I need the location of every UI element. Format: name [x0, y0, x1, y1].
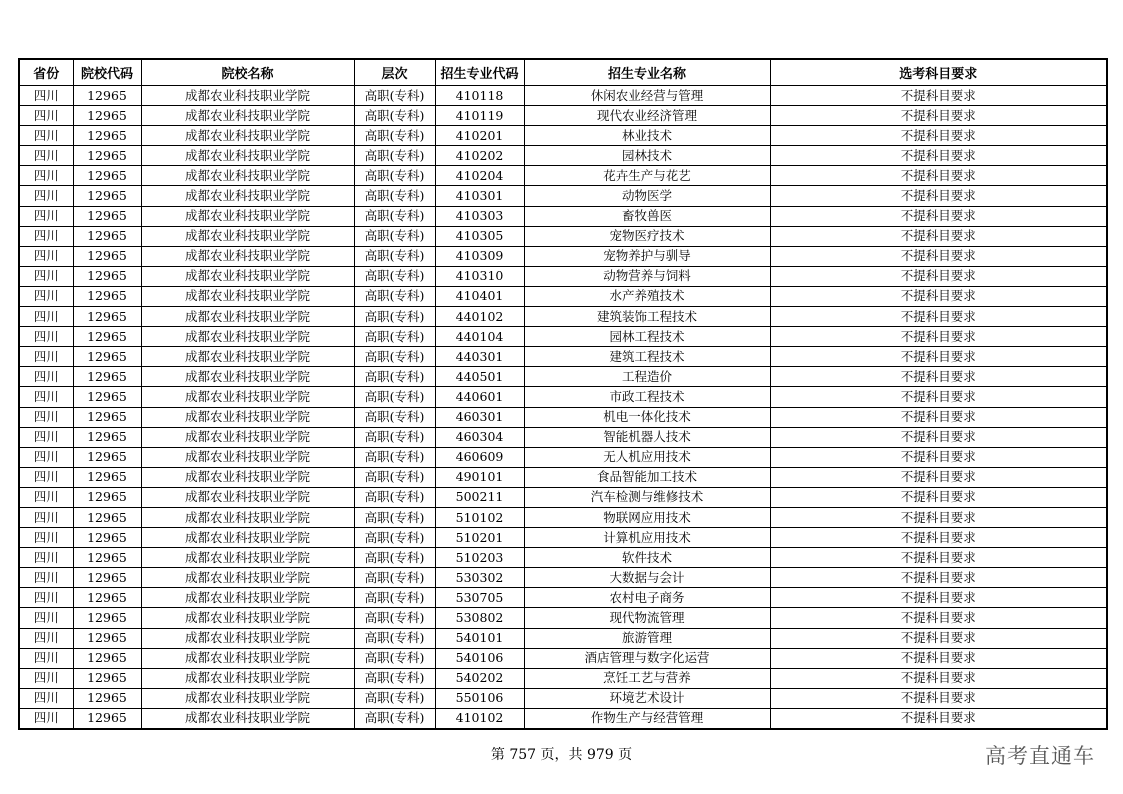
- table-cell: 不提科目要求: [770, 648, 1107, 668]
- table-cell: 12965: [73, 487, 141, 507]
- table-cell: 高职(专科): [354, 568, 435, 588]
- table-cell: 460304: [435, 427, 524, 447]
- admissions-table: [18, 58, 1108, 730]
- table-cell: 成都农业科技职业学院: [141, 708, 354, 729]
- table-cell: 机电一体化技术: [524, 407, 770, 427]
- table-cell: 高职(专科): [354, 327, 435, 347]
- table-cell: 四川: [19, 427, 73, 447]
- table-cell: 12965: [73, 226, 141, 246]
- table-cell: 510203: [435, 548, 524, 568]
- table-cell: 12965: [73, 608, 141, 628]
- table-cell: 园林工程技术: [524, 327, 770, 347]
- table-cell: 410202: [435, 146, 524, 166]
- table-cell: 园林技术: [524, 146, 770, 166]
- table-cell: 12965: [73, 86, 141, 106]
- table-cell: 成都农业科技职业学院: [141, 648, 354, 668]
- table-cell: 高职(专科): [354, 126, 435, 146]
- table-row: [19, 367, 1107, 387]
- table-cell: 510201: [435, 528, 524, 548]
- table-row: [19, 226, 1107, 246]
- table-cell: 440104: [435, 327, 524, 347]
- table-cell: 540106: [435, 648, 524, 668]
- table-cell: 高职(专科): [354, 467, 435, 487]
- table-cell: 510102: [435, 507, 524, 527]
- table-cell: 12965: [73, 286, 141, 306]
- table-cell: 不提科目要求: [770, 447, 1107, 467]
- table-cell: 高职(专科): [354, 427, 435, 447]
- table-cell: 高职(专科): [354, 246, 435, 266]
- table-cell: 不提科目要求: [770, 286, 1107, 306]
- table-cell: 440601: [435, 387, 524, 407]
- table-cell: 宠物医疗技术: [524, 226, 770, 246]
- table-cell: 12965: [73, 246, 141, 266]
- table-cell: 高职(专科): [354, 367, 435, 387]
- table-cell: 不提科目要求: [770, 548, 1107, 568]
- table-cell: 高职(专科): [354, 507, 435, 527]
- table-cell: 高职(专科): [354, 307, 435, 327]
- table-cell: 食品智能加工技术: [524, 467, 770, 487]
- table-row: [19, 507, 1107, 527]
- table-cell: 12965: [73, 347, 141, 367]
- table-cell: 高职(专科): [354, 548, 435, 568]
- table-row: [19, 668, 1107, 688]
- table-cell: 计算机应用技术: [524, 528, 770, 548]
- table-cell: 旅游管理: [524, 628, 770, 648]
- table-cell: 成都农业科技职业学院: [141, 487, 354, 507]
- table-cell: 物联网应用技术: [524, 507, 770, 527]
- table-cell: 不提科目要求: [770, 467, 1107, 487]
- table-cell: 花卉生产与花艺: [524, 166, 770, 186]
- table-cell: 成都农业科技职业学院: [141, 166, 354, 186]
- table-row: [19, 307, 1107, 327]
- table-cell: 四川: [19, 106, 73, 126]
- table-cell: 大数据与会计: [524, 568, 770, 588]
- table-cell: 不提科目要求: [770, 528, 1107, 548]
- table-cell: 440102: [435, 307, 524, 327]
- table-cell: 四川: [19, 126, 73, 146]
- table-cell: 12965: [73, 186, 141, 206]
- table-row: [19, 528, 1107, 548]
- table-cell: 460301: [435, 407, 524, 427]
- table-cell: 不提科目要求: [770, 266, 1107, 286]
- table-cell: 软件技术: [524, 548, 770, 568]
- column-header: 省份: [19, 59, 73, 86]
- table-row: [19, 186, 1107, 206]
- table-cell: 高职(专科): [354, 528, 435, 548]
- admissions-table-container: [18, 58, 1106, 730]
- table-cell: 12965: [73, 668, 141, 688]
- table-cell: 不提科目要求: [770, 688, 1107, 708]
- table-cell: 成都农业科技职业学院: [141, 286, 354, 306]
- table-cell: 12965: [73, 266, 141, 286]
- table-cell: 四川: [19, 407, 73, 427]
- table-cell: 成都农业科技职业学院: [141, 568, 354, 588]
- table-cell: 不提科目要求: [770, 588, 1107, 608]
- table-cell: 成都农业科技职业学院: [141, 266, 354, 286]
- table-row: [19, 688, 1107, 708]
- table-cell: 四川: [19, 266, 73, 286]
- table-cell: 四川: [19, 568, 73, 588]
- table-row: [19, 387, 1107, 407]
- table-cell: 高职(专科): [354, 708, 435, 729]
- table-cell: 农村电子商务: [524, 588, 770, 608]
- table-cell: 高职(专科): [354, 186, 435, 206]
- table-cell: 四川: [19, 588, 73, 608]
- table-cell: 成都农业科技职业学院: [141, 467, 354, 487]
- table-cell: 成都农业科技职业学院: [141, 387, 354, 407]
- table-cell: 不提科目要求: [770, 347, 1107, 367]
- table-cell: 高职(专科): [354, 407, 435, 427]
- table-row: [19, 407, 1107, 427]
- table-cell: 410305: [435, 226, 524, 246]
- table-cell: 四川: [19, 186, 73, 206]
- table-cell: 12965: [73, 387, 141, 407]
- table-cell: 作物生产与经营管理: [524, 708, 770, 729]
- header-row: [19, 59, 1107, 86]
- table-cell: 成都农业科技职业学院: [141, 146, 354, 166]
- table-cell: 不提科目要求: [770, 86, 1107, 106]
- table-cell: 高职(专科): [354, 628, 435, 648]
- table-cell: 12965: [73, 588, 141, 608]
- table-cell: 畜牧兽医: [524, 206, 770, 226]
- table-cell: 成都农业科技职业学院: [141, 548, 354, 568]
- table-cell: 530705: [435, 588, 524, 608]
- table-cell: 12965: [73, 427, 141, 447]
- table-cell: 12965: [73, 548, 141, 568]
- table-cell: 四川: [19, 487, 73, 507]
- table-cell: 成都农业科技职业学院: [141, 226, 354, 246]
- table-cell: 不提科目要求: [770, 507, 1107, 527]
- table-cell: 高职(专科): [354, 106, 435, 126]
- table-cell: 成都农业科技职业学院: [141, 246, 354, 266]
- table-cell: 成都农业科技职业学院: [141, 186, 354, 206]
- table-cell: 12965: [73, 206, 141, 226]
- table-row: [19, 628, 1107, 648]
- table-cell: 四川: [19, 447, 73, 467]
- table-row: [19, 166, 1107, 186]
- page-number: 第 757 页，共 979 页: [490, 747, 633, 763]
- table-cell: 成都农业科技职业学院: [141, 307, 354, 327]
- table-cell: 四川: [19, 226, 73, 246]
- table-cell: 四川: [19, 628, 73, 648]
- watermark-logo-text: 高考直通车: [985, 744, 1095, 768]
- table-cell: 建筑装饰工程技术: [524, 307, 770, 327]
- table-cell: 12965: [73, 568, 141, 588]
- table-cell: 四川: [19, 166, 73, 186]
- table-cell: 高职(专科): [354, 668, 435, 688]
- column-header: 院校代码: [73, 59, 141, 86]
- table-row: [19, 548, 1107, 568]
- table-cell: 530802: [435, 608, 524, 628]
- table-cell: 建筑工程技术: [524, 347, 770, 367]
- table-cell: 四川: [19, 608, 73, 628]
- table-cell: 动物营养与饲料: [524, 266, 770, 286]
- table-cell: 410204: [435, 166, 524, 186]
- table-cell: 500211: [435, 487, 524, 507]
- table-cell: 高职(专科): [354, 387, 435, 407]
- table-cell: 12965: [73, 307, 141, 327]
- table-row: [19, 146, 1107, 166]
- table-cell: 高职(专科): [354, 146, 435, 166]
- table-cell: 市政工程技术: [524, 387, 770, 407]
- table-cell: 成都农业科技职业学院: [141, 206, 354, 226]
- table-cell: 不提科目要求: [770, 367, 1107, 387]
- table-cell: 四川: [19, 286, 73, 306]
- table-cell: 12965: [73, 507, 141, 527]
- table-cell: 四川: [19, 648, 73, 668]
- table-cell: 高职(专科): [354, 487, 435, 507]
- table-cell: 四川: [19, 548, 73, 568]
- table-cell: 550106: [435, 688, 524, 708]
- table-cell: 成都农业科技职业学院: [141, 427, 354, 447]
- table-cell: 水产养殖技术: [524, 286, 770, 306]
- table-cell: 440501: [435, 367, 524, 387]
- table-cell: 四川: [19, 507, 73, 527]
- table-cell: 现代物流管理: [524, 608, 770, 628]
- table-cell: 高职(专科): [354, 648, 435, 668]
- table-cell: 12965: [73, 708, 141, 729]
- table-cell: 410201: [435, 126, 524, 146]
- table-row: [19, 487, 1107, 507]
- table-cell: 无人机应用技术: [524, 447, 770, 467]
- table-cell: 410301: [435, 186, 524, 206]
- table-cell: 高职(专科): [354, 688, 435, 708]
- table-row: [19, 648, 1107, 668]
- table-cell: 不提科目要求: [770, 327, 1107, 347]
- table-cell: 四川: [19, 668, 73, 688]
- table-cell: 410118: [435, 86, 524, 106]
- table-cell: 12965: [73, 447, 141, 467]
- table-cell: 四川: [19, 688, 73, 708]
- table-row: [19, 588, 1107, 608]
- table-cell: 高职(专科): [354, 226, 435, 246]
- table-cell: 490101: [435, 467, 524, 487]
- table-cell: 高职(专科): [354, 447, 435, 467]
- table-cell: 四川: [19, 708, 73, 729]
- table-cell: 不提科目要求: [770, 487, 1107, 507]
- table-cell: 410119: [435, 106, 524, 126]
- table-cell: 12965: [73, 648, 141, 668]
- table-cell: 不提科目要求: [770, 106, 1107, 126]
- table-cell: 高职(专科): [354, 588, 435, 608]
- table-cell: 12965: [73, 166, 141, 186]
- table-cell: 高职(专科): [354, 608, 435, 628]
- table-cell: 410309: [435, 246, 524, 266]
- table-cell: 林业技术: [524, 126, 770, 146]
- table-row: [19, 266, 1107, 286]
- table-cell: 540202: [435, 668, 524, 688]
- table-body: [19, 86, 1107, 730]
- table-cell: 成都农业科技职业学院: [141, 528, 354, 548]
- table-row: [19, 206, 1107, 226]
- table-cell: 530302: [435, 568, 524, 588]
- table-cell: 不提科目要求: [770, 226, 1107, 246]
- table-cell: 12965: [73, 688, 141, 708]
- table-cell: 不提科目要求: [770, 206, 1107, 226]
- table-cell: 成都农业科技职业学院: [141, 407, 354, 427]
- table-row: [19, 246, 1107, 266]
- table-cell: 12965: [73, 628, 141, 648]
- table-cell: 成都农业科技职业学院: [141, 347, 354, 367]
- table-cell: 四川: [19, 146, 73, 166]
- table-cell: 成都农业科技职业学院: [141, 507, 354, 527]
- table-cell: 成都农业科技职业学院: [141, 106, 354, 126]
- table-cell: 高职(专科): [354, 347, 435, 367]
- table-cell: 现代农业经济管理: [524, 106, 770, 126]
- table-cell: 不提科目要求: [770, 186, 1107, 206]
- table-row: [19, 126, 1107, 146]
- table-cell: 四川: [19, 387, 73, 407]
- table-row: [19, 708, 1107, 729]
- table-cell: 12965: [73, 126, 141, 146]
- table-cell: 成都农业科技职业学院: [141, 126, 354, 146]
- table-cell: 高职(专科): [354, 206, 435, 226]
- table-cell: 四川: [19, 246, 73, 266]
- table-cell: 不提科目要求: [770, 126, 1107, 146]
- table-row: [19, 286, 1107, 306]
- table-cell: 动物医学: [524, 186, 770, 206]
- table-cell: 酒店管理与数字化运营: [524, 648, 770, 668]
- table-cell: 烹饪工艺与营养: [524, 668, 770, 688]
- table-cell: 410303: [435, 206, 524, 226]
- table-cell: 成都农业科技职业学院: [141, 327, 354, 347]
- table-row: [19, 327, 1107, 347]
- table-cell: 460609: [435, 447, 524, 467]
- table-cell: 540101: [435, 628, 524, 648]
- table-row: [19, 467, 1107, 487]
- table-row: [19, 608, 1107, 628]
- table-cell: 不提科目要求: [770, 246, 1107, 266]
- table-cell: 不提科目要求: [770, 568, 1107, 588]
- table-cell: 不提科目要求: [770, 387, 1107, 407]
- table-cell: 四川: [19, 528, 73, 548]
- table-row: [19, 568, 1107, 588]
- table-cell: 成都农业科技职业学院: [141, 588, 354, 608]
- table-cell: 成都农业科技职业学院: [141, 688, 354, 708]
- table-cell: 高职(专科): [354, 266, 435, 286]
- table-cell: 不提科目要求: [770, 146, 1107, 166]
- table-cell: 12965: [73, 407, 141, 427]
- table-cell: 不提科目要求: [770, 427, 1107, 447]
- table-cell: 四川: [19, 206, 73, 226]
- table-cell: 440301: [435, 347, 524, 367]
- table-row: [19, 427, 1107, 447]
- table-cell: 12965: [73, 528, 141, 548]
- table-cell: 410310: [435, 266, 524, 286]
- table-cell: 12965: [73, 467, 141, 487]
- table-cell: 成都农业科技职业学院: [141, 608, 354, 628]
- table-cell: 不提科目要求: [770, 708, 1107, 729]
- table-cell: 12965: [73, 106, 141, 126]
- table-cell: 宠物养护与驯导: [524, 246, 770, 266]
- table-cell: 成都农业科技职业学院: [141, 668, 354, 688]
- table-cell: 智能机器人技术: [524, 427, 770, 447]
- table-cell: 高职(专科): [354, 166, 435, 186]
- table-cell: 高职(专科): [354, 286, 435, 306]
- table-cell: 410401: [435, 286, 524, 306]
- table-cell: 休闲农业经营与管理: [524, 86, 770, 106]
- table-cell: 不提科目要求: [770, 668, 1107, 688]
- table-cell: 四川: [19, 347, 73, 367]
- table-cell: 高职(专科): [354, 86, 435, 106]
- table-cell: 四川: [19, 327, 73, 347]
- table-cell: 成都农业科技职业学院: [141, 628, 354, 648]
- table-cell: 不提科目要求: [770, 307, 1107, 327]
- column-header: 招生专业代码: [435, 59, 524, 86]
- table-cell: 四川: [19, 467, 73, 487]
- table-cell: 成都农业科技职业学院: [141, 447, 354, 467]
- table-cell: 12965: [73, 327, 141, 347]
- table-cell: 不提科目要求: [770, 407, 1107, 427]
- table-cell: 不提科目要求: [770, 608, 1107, 628]
- table-cell: 成都农业科技职业学院: [141, 86, 354, 106]
- table-row: [19, 106, 1107, 126]
- table-cell: 成都农业科技职业学院: [141, 367, 354, 387]
- column-header: 院校名称: [141, 59, 354, 86]
- table-cell: 12965: [73, 367, 141, 387]
- table-cell: 四川: [19, 307, 73, 327]
- column-header: 选考科目要求: [770, 59, 1107, 86]
- table-row: [19, 86, 1107, 106]
- column-header: 层次: [354, 59, 435, 86]
- table-cell: 四川: [19, 86, 73, 106]
- table-header: [19, 59, 1107, 86]
- table-cell: 四川: [19, 367, 73, 387]
- table-cell: 工程造价: [524, 367, 770, 387]
- table-cell: 不提科目要求: [770, 628, 1107, 648]
- table-cell: 环境艺术设计: [524, 688, 770, 708]
- table-cell: 不提科目要求: [770, 166, 1107, 186]
- table-row: [19, 347, 1107, 367]
- table-cell: 410102: [435, 708, 524, 729]
- column-header: 招生专业名称: [524, 59, 770, 86]
- table-row: [19, 447, 1107, 467]
- table-cell: 12965: [73, 146, 141, 166]
- table-cell: 汽车检测与维修技术: [524, 487, 770, 507]
